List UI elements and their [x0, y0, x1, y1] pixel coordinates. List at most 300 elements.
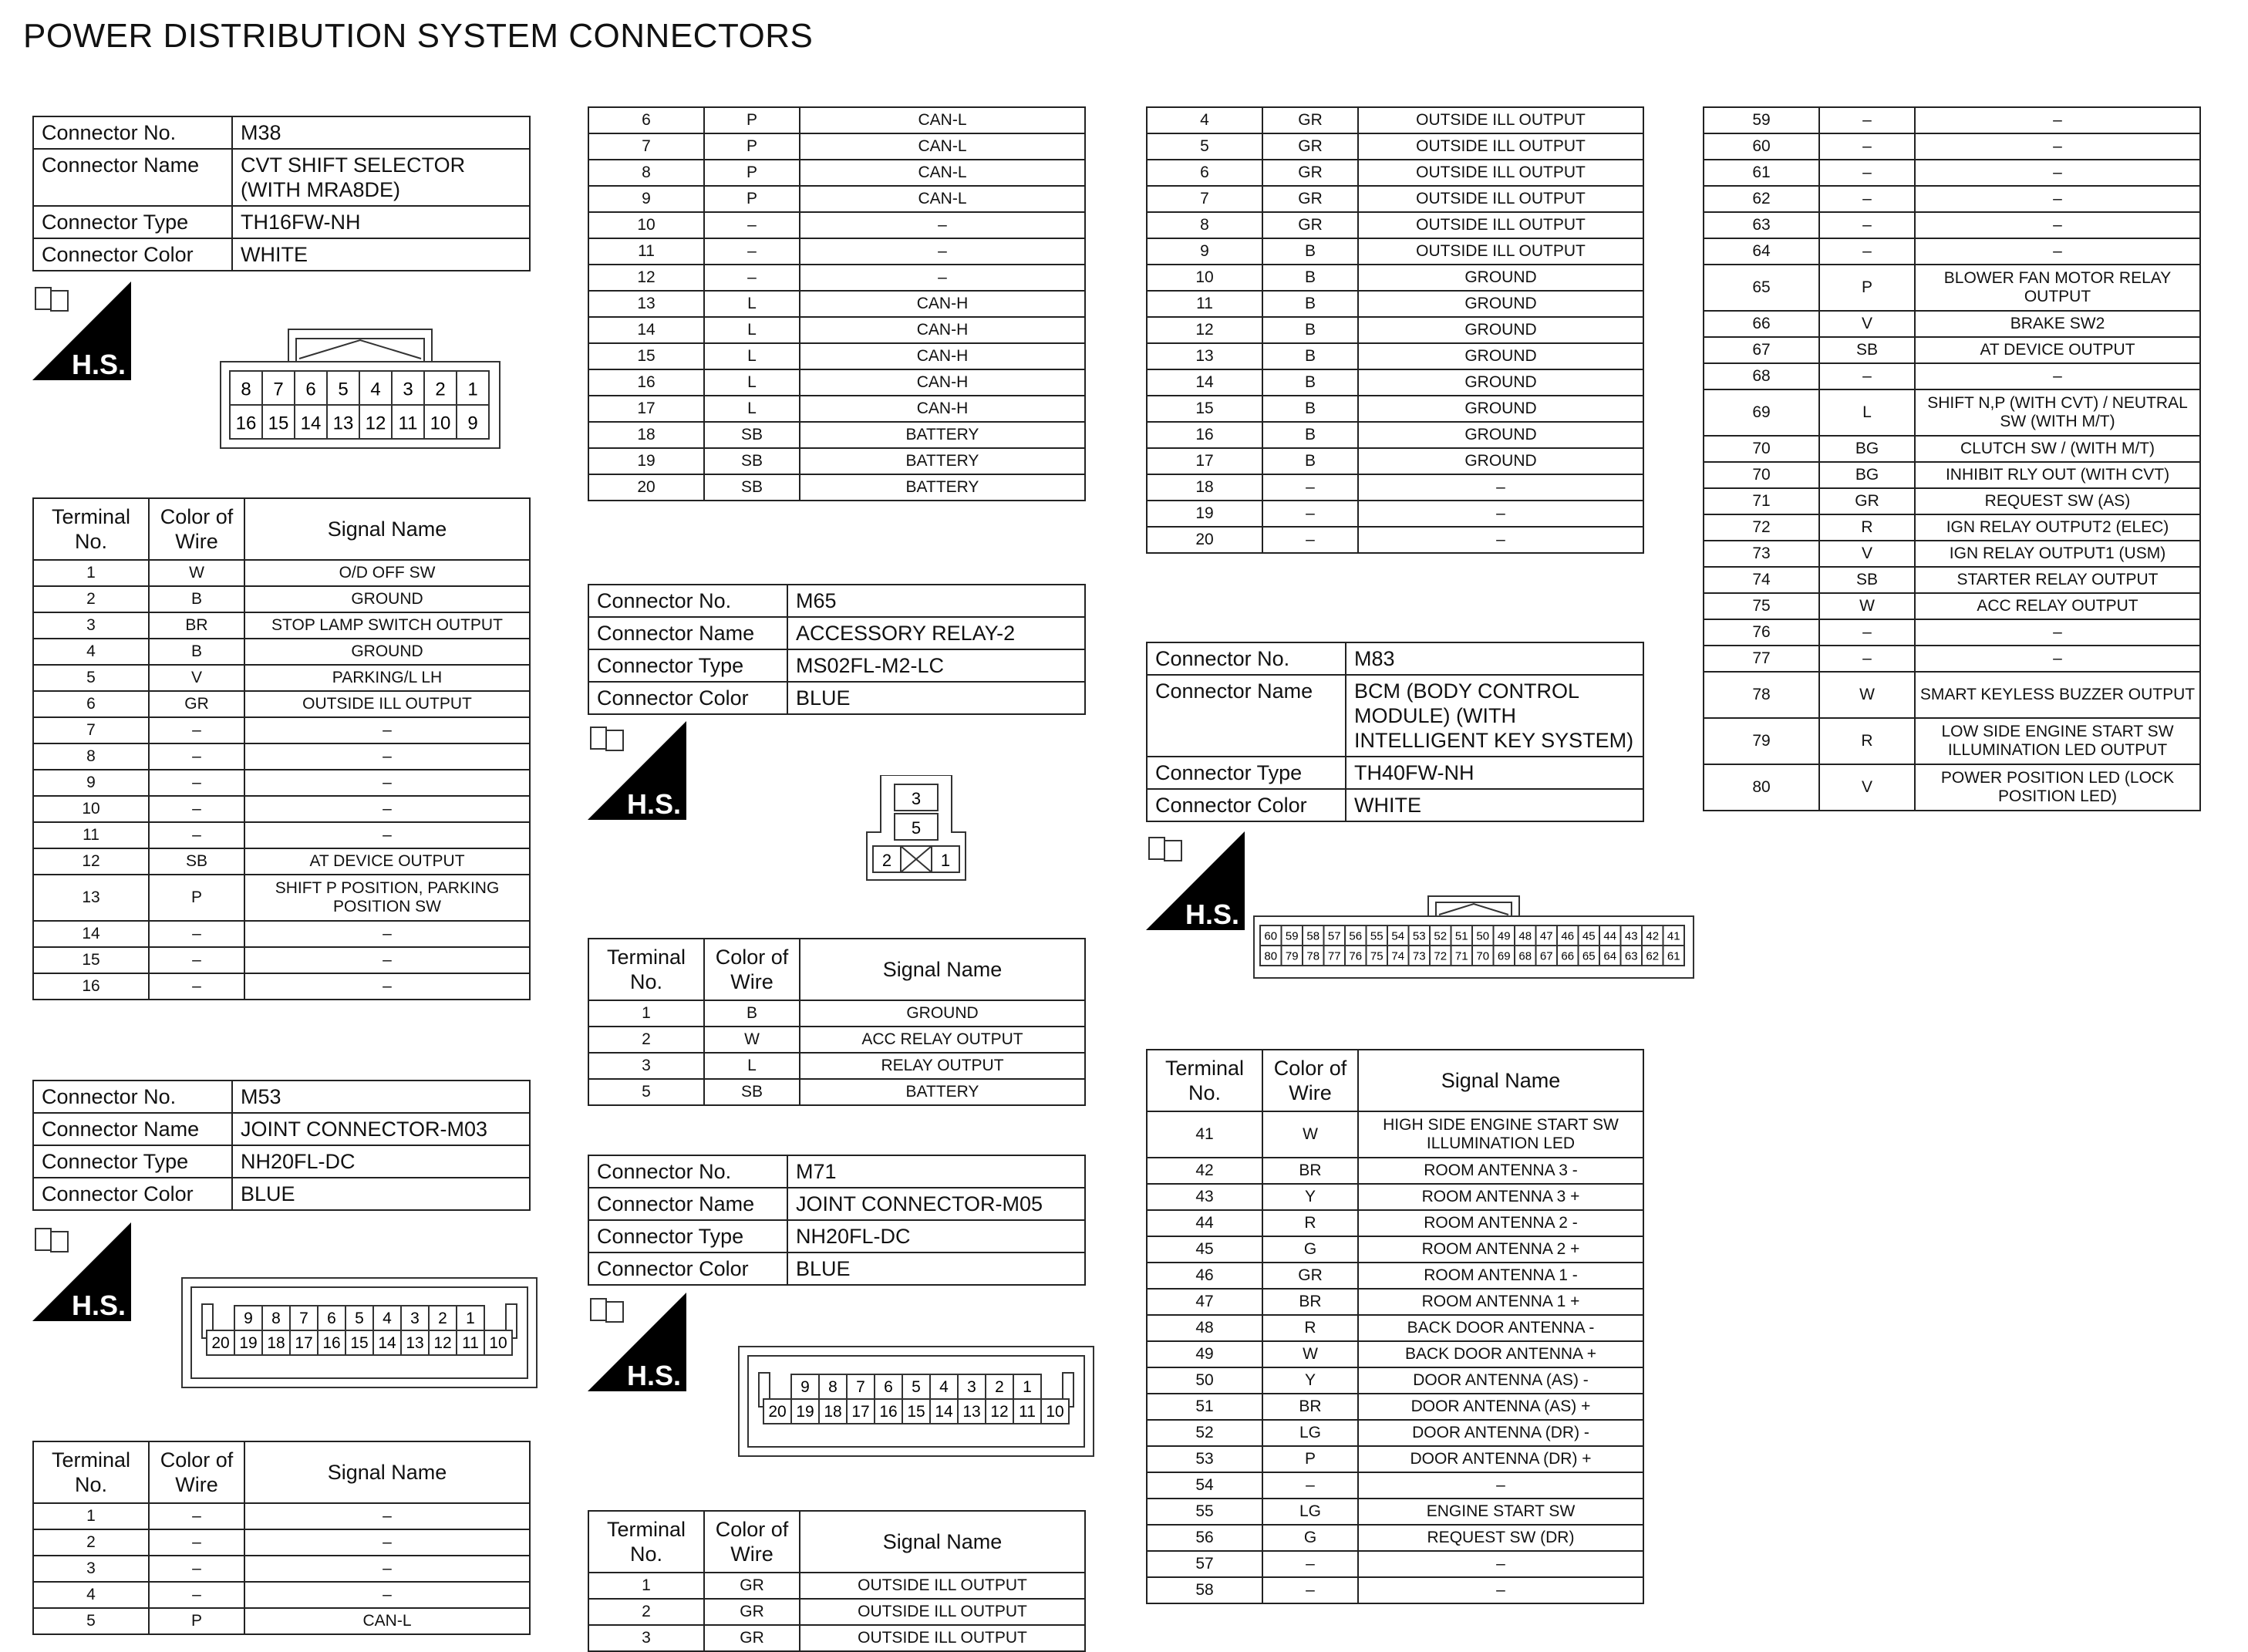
connector-m38-face: [219, 328, 501, 455]
table-row: [1147, 527, 1643, 553]
wire-color: W: [149, 560, 244, 586]
wire-color: W: [1262, 1341, 1358, 1367]
table-row: [588, 1053, 1085, 1079]
table-row: [1704, 462, 2200, 488]
wire-color: L: [704, 317, 800, 343]
signal-name: REQUEST SW (AS): [1915, 488, 2200, 514]
label-connector-no: Connector No.: [588, 1155, 787, 1188]
table-row: [1704, 718, 2200, 764]
connector-color: WHITE: [232, 238, 530, 271]
connector-m83-face: [1252, 895, 1695, 985]
table-row: [1147, 133, 1643, 160]
table-row: [1704, 514, 2200, 541]
terminal-no: 18: [1147, 474, 1262, 501]
signal-name: BACK DOOR ANTENNA -: [1358, 1315, 1643, 1341]
pin-label: 47: [1539, 929, 1553, 943]
terminal-no: 62: [1704, 186, 1819, 212]
label-connector-name: Connector Name: [33, 149, 232, 206]
table-row: [1704, 238, 2200, 265]
signal-name: OUTSIDE ILL OUTPUT: [1358, 238, 1643, 265]
wire-color: –: [1262, 1551, 1358, 1577]
wire-color: –: [149, 796, 244, 822]
table-row: [1147, 369, 1643, 396]
terminal-no: 16: [588, 369, 704, 396]
connector-m83-info: [1146, 642, 1644, 822]
table-row: [1147, 1420, 1643, 1446]
terminal-no: 1: [588, 1000, 704, 1027]
table-row: [1147, 1111, 1643, 1158]
label-connector-no: Connector No.: [1147, 642, 1346, 675]
wire-color: –: [1262, 474, 1358, 501]
wire-color: P: [149, 1608, 244, 1634]
wire-color: –: [149, 1529, 244, 1556]
signal-name: BRAKE SW2: [1915, 311, 2200, 337]
table-row: [33, 947, 530, 973]
signal-name: ACC RELAY OUTPUT: [800, 1027, 1085, 1053]
terminal-no: 7: [588, 133, 704, 160]
hs-label: H.S.: [626, 788, 682, 820]
table-row: [33, 560, 530, 586]
table-row: [1147, 291, 1643, 317]
signal-name: BATTERY: [800, 422, 1085, 448]
table-row: [588, 291, 1085, 317]
table-row: [1704, 389, 2200, 436]
wire-color: P: [704, 107, 800, 133]
signal-name: –: [1915, 619, 2200, 646]
terminal-no: 11: [1147, 291, 1262, 317]
terminal-no: 3: [588, 1625, 704, 1651]
pin-label: 10: [489, 1334, 507, 1353]
terminal-no: 20: [1147, 527, 1262, 553]
pin-label: 55: [1370, 929, 1384, 943]
pin-label: 64: [1603, 949, 1617, 963]
pin-label: 9: [244, 1310, 253, 1328]
signal-name: OUTSIDE ILL OUTPUT: [1358, 212, 1643, 238]
wire-color: GR: [149, 691, 244, 717]
pin-label: 4: [370, 379, 381, 400]
pin-label: 10: [1046, 1403, 1064, 1421]
signal-name: –: [800, 238, 1085, 265]
table-row: [33, 875, 530, 921]
connector-m71-terminals-cont: [1146, 106, 1644, 554]
signal-name: CAN-H: [800, 396, 1085, 422]
pin-label: 41: [1667, 929, 1680, 943]
connector-color: BLUE: [787, 682, 1085, 714]
connector-m53-terminals-cont: [588, 106, 1086, 501]
wire-color: V: [1819, 764, 1915, 811]
wire-color-header: Color of Wire: [1262, 1050, 1358, 1111]
wire-color: B: [1262, 238, 1358, 265]
label-connector-name: Connector Name: [588, 617, 787, 649]
terminal-no: 15: [1147, 396, 1262, 422]
wire-color: SB: [704, 422, 800, 448]
hs-label: H.S.: [1185, 898, 1240, 930]
label-connector-type: Connector Type: [588, 649, 787, 682]
wire-color: –: [704, 265, 800, 291]
terminal-no: 4: [33, 639, 149, 665]
signal-name: ROOM ANTENNA 2 +: [1358, 1236, 1643, 1263]
terminal-no: 45: [1147, 1236, 1262, 1263]
signal-name: OUTSIDE ILL OUTPUT: [1358, 133, 1643, 160]
table-row: [1147, 343, 1643, 369]
terminal-no: 49: [1147, 1341, 1262, 1367]
table-row: [33, 1503, 530, 1529]
table-row: [1704, 436, 2200, 462]
pin-label: 16: [322, 1334, 341, 1353]
connector-no: M65: [787, 585, 1085, 617]
terminal-no: 13: [33, 875, 149, 921]
table-row: [588, 1625, 1085, 1651]
signal-name: GROUND: [1358, 343, 1643, 369]
terminal-no: 19: [588, 448, 704, 474]
table-row: [1704, 133, 2200, 160]
signal-name: AT DEVICE OUTPUT: [1915, 337, 2200, 363]
terminal-no: 14: [1147, 369, 1262, 396]
signal-name: –: [800, 212, 1085, 238]
signal-name: PARKING/L LH: [244, 665, 530, 691]
terminal-no: 13: [588, 291, 704, 317]
wire-color: GR: [704, 1625, 800, 1651]
pin-label: 45: [1582, 929, 1596, 943]
pin-label: 44: [1603, 929, 1617, 943]
table-row: [588, 212, 1085, 238]
signal-name: CAN-L: [800, 160, 1085, 186]
connector-name: CVT SHIFT SELECTOR (WITH MRA8DE): [232, 149, 530, 206]
table-row: [33, 848, 530, 875]
connector-m71-info: [588, 1155, 1086, 1286]
label-connector-color: Connector Color: [588, 682, 787, 714]
signal-name: CLUTCH SW / (WITH M/T): [1915, 436, 2200, 462]
pin-label: 7: [299, 1310, 308, 1328]
pin-label: 9: [467, 413, 478, 434]
wire-color: BR: [1262, 1289, 1358, 1315]
signal-name: GROUND: [244, 639, 530, 665]
signal-name: OUTSIDE ILL OUTPUT: [1358, 160, 1643, 186]
wire-color: –: [1262, 527, 1358, 553]
table-row: [33, 921, 530, 947]
signal-name: SHIFT N,P (WITH CVT) / NEUTRAL SW (WITH M/T): [1915, 389, 2200, 436]
signal-name: OUTSIDE ILL OUTPUT: [800, 1573, 1085, 1599]
pin-label: 52: [1434, 929, 1448, 943]
table-row: [33, 665, 530, 691]
terminal-no: 79: [1704, 718, 1819, 764]
wire-color: GR: [704, 1599, 800, 1625]
signal-name: –: [244, 947, 530, 973]
pin-label: 4: [383, 1310, 392, 1328]
wire-color: L: [704, 1053, 800, 1079]
wire-color: –: [1819, 133, 1915, 160]
connector-color: WHITE: [1346, 789, 1643, 821]
pin-label: 6: [327, 1310, 336, 1328]
wire-color: R: [1262, 1315, 1358, 1341]
terminal-no: 3: [588, 1053, 704, 1079]
connector-m83-terminals: [1146, 1049, 1644, 1604]
pin-label: 12: [433, 1334, 452, 1353]
wire-color: –: [149, 921, 244, 947]
wire-color: GR: [1262, 212, 1358, 238]
table-row: [33, 612, 530, 639]
pin-label: 13: [332, 413, 354, 434]
terminal-no: 1: [33, 560, 149, 586]
connector-no: M53: [232, 1081, 530, 1113]
terminal-no: 10: [588, 212, 704, 238]
pin-label: 57: [1327, 929, 1341, 943]
table-row: [1147, 1446, 1643, 1472]
table-row: [33, 639, 530, 665]
pin-label: 13: [406, 1334, 424, 1353]
signal-name: CAN-H: [800, 291, 1085, 317]
pin-label: 15: [350, 1334, 369, 1353]
signal-name: CAN-L: [800, 186, 1085, 212]
pin-label: 80: [1264, 949, 1278, 963]
signal-name: ROOM ANTENNA 2 -: [1358, 1210, 1643, 1236]
wire-color: –: [1819, 160, 1915, 186]
pin-label: 12: [990, 1403, 1009, 1421]
signal-name: DOOR ANTENNA (AS) +: [1358, 1394, 1643, 1420]
connector-m71-terminals: [588, 1510, 1086, 1652]
wire-color: SB: [149, 848, 244, 875]
pin-label: 73: [1412, 949, 1426, 963]
table-row: [588, 1573, 1085, 1599]
signal-name: –: [1358, 1551, 1643, 1577]
signal-name: DOOR ANTENNA (DR) -: [1358, 1420, 1643, 1446]
table-row: [1704, 265, 2200, 311]
terminal-no: 41: [1147, 1111, 1262, 1158]
pin-label: 17: [851, 1403, 870, 1421]
wire-color: L: [704, 291, 800, 317]
table-row: [1147, 1367, 1643, 1394]
table-row: [1147, 1499, 1643, 1525]
signal-name: CAN-L: [800, 107, 1085, 133]
pin-label: 6: [305, 379, 316, 400]
connector-type: TH40FW-NH: [1346, 757, 1643, 789]
table-row: [33, 1608, 530, 1634]
table-row: [1147, 1472, 1643, 1499]
signal-name: –: [244, 973, 530, 1000]
table-row: [1147, 396, 1643, 422]
table-row: [1704, 619, 2200, 646]
signal-name: –: [800, 265, 1085, 291]
signal-name: –: [1358, 1472, 1643, 1499]
terminal-no: 68: [1704, 363, 1819, 389]
wire-color: –: [149, 1582, 244, 1608]
signal-name: GROUND: [1358, 448, 1643, 474]
page-title: POWER DISTRIBUTION SYSTEM CONNECTORS: [23, 17, 814, 55]
terminal-no: 16: [33, 973, 149, 1000]
signal-name: –: [244, 1503, 530, 1529]
connector-m53-terminals: [32, 1441, 531, 1635]
connector-type: NH20FL-DC: [232, 1145, 530, 1178]
wire-color: BR: [149, 612, 244, 639]
terminal-no: 77: [1704, 646, 1819, 672]
signal-name: ENGINE START SW: [1358, 1499, 1643, 1525]
signal-name: GROUND: [1358, 396, 1643, 422]
wire-color: GR: [1262, 1263, 1358, 1289]
signal-name: ROOM ANTENNA 3 -: [1358, 1158, 1643, 1184]
terminal-no: 14: [33, 921, 149, 947]
pin-label: 19: [796, 1403, 814, 1421]
table-row: [1147, 1394, 1643, 1420]
terminal-no: 69: [1704, 389, 1819, 436]
terminal-no: 9: [33, 770, 149, 796]
table-row: [33, 822, 530, 848]
connector-m38-info: [32, 116, 531, 271]
table-row: [588, 160, 1085, 186]
table-row: [1147, 1577, 1643, 1603]
pin-label: 18: [267, 1334, 285, 1353]
pin-label: 60: [1264, 929, 1278, 943]
signal-name: IGN RELAY OUTPUT1 (USM): [1915, 541, 2200, 567]
terminal-no: 2: [588, 1027, 704, 1053]
connector-no: M38: [232, 116, 530, 149]
wire-color: –: [149, 1556, 244, 1582]
signal-name-header: Signal Name: [244, 1441, 530, 1503]
wire-color: GR: [1262, 160, 1358, 186]
pin-label: 8: [241, 379, 251, 400]
terminal-no: 51: [1147, 1394, 1262, 1420]
signal-name: RELAY OUTPUT: [800, 1053, 1085, 1079]
pin-label: 71: [1454, 949, 1468, 963]
pin-label: 62: [1646, 949, 1660, 963]
wire-color: SB: [704, 474, 800, 501]
terminal-no: 47: [1147, 1289, 1262, 1315]
wire-color: B: [1262, 265, 1358, 291]
terminal-no: 11: [588, 238, 704, 265]
wire-color: W: [1262, 1111, 1358, 1158]
table-row: [588, 343, 1085, 369]
terminal-no: 76: [1704, 619, 1819, 646]
table-row: [1704, 363, 2200, 389]
pin-label: 75: [1370, 949, 1384, 963]
table-row: [1704, 541, 2200, 567]
terminal-no: 4: [1147, 107, 1262, 133]
terminal-no: 65: [1704, 265, 1819, 311]
terminal-no: 5: [588, 1079, 704, 1105]
signal-name: CAN-H: [800, 369, 1085, 396]
wire-color: –: [149, 717, 244, 743]
signal-name: –: [244, 921, 530, 947]
terminal-no: 46: [1147, 1263, 1262, 1289]
wire-color: LG: [1262, 1420, 1358, 1446]
wire-color: B: [1262, 396, 1358, 422]
connector-m38-terminals: [32, 497, 531, 1000]
wire-color: B: [1262, 422, 1358, 448]
signal-name: –: [1358, 474, 1643, 501]
table-row: [33, 1582, 530, 1608]
terminal-no: 10: [33, 796, 149, 822]
wire-color: V: [1819, 311, 1915, 337]
pin-label: 50: [1476, 929, 1490, 943]
signal-name: SMART KEYLESS BUZZER OUTPUT: [1915, 672, 2200, 718]
signal-name: –: [1915, 212, 2200, 238]
signal-name: ROOM ANTENNA 1 -: [1358, 1263, 1643, 1289]
pin-label: 5: [912, 1378, 921, 1397]
wire-color: B: [1262, 291, 1358, 317]
pin-label: 11: [1019, 1403, 1036, 1421]
signal-name: INHIBIT RLY OUT (WITH CVT): [1915, 462, 2200, 488]
terminal-no: 17: [1147, 448, 1262, 474]
signal-name: –: [1915, 107, 2200, 133]
terminal-no: 64: [1704, 238, 1819, 265]
signal-name: STARTER RELAY OUTPUT: [1915, 567, 2200, 593]
label-connector-no: Connector No.: [588, 585, 787, 617]
terminal-no: 57: [1147, 1551, 1262, 1577]
label-connector-type: Connector Type: [1147, 757, 1346, 789]
pin-label: 11: [462, 1334, 479, 1353]
table-row: [1147, 317, 1643, 343]
table-row: [1704, 672, 2200, 718]
terminal-no: 43: [1147, 1184, 1262, 1210]
terminal-no: 50: [1147, 1367, 1262, 1394]
label-connector-color: Connector Color: [33, 238, 232, 271]
terminal-no: 2: [33, 1529, 149, 1556]
terminal-no: 16: [1147, 422, 1262, 448]
table-row: [1704, 311, 2200, 337]
table-row: [588, 1079, 1085, 1105]
connector-name: JOINT CONNECTOR-M05: [787, 1188, 1085, 1220]
pin-label: 54: [1391, 929, 1405, 943]
terminal-no: 2: [33, 586, 149, 612]
wire-color: BR: [1262, 1158, 1358, 1184]
pin-label: 2: [435, 379, 446, 400]
pin-label: 65: [1582, 949, 1596, 963]
signal-name: GROUND: [1358, 291, 1643, 317]
terminal-no: 72: [1704, 514, 1819, 541]
signal-name: IGN RELAY OUTPUT2 (ELEC): [1915, 514, 2200, 541]
table-row: [1147, 501, 1643, 527]
signal-name: GROUND: [800, 1000, 1085, 1027]
hs-icon: [32, 282, 131, 380]
table-row: [1704, 160, 2200, 186]
signal-name: CAN-H: [800, 317, 1085, 343]
pin-label: 63: [1624, 949, 1638, 963]
terminal-no: 48: [1147, 1315, 1262, 1341]
pin-label: 2: [438, 1310, 447, 1328]
signal-name: –: [1358, 1577, 1643, 1603]
table-row: [1147, 107, 1643, 133]
terminal-no: 56: [1147, 1525, 1262, 1551]
label-connector-color: Connector Color: [33, 1178, 232, 1210]
pin-label: 3: [410, 1310, 420, 1328]
connector-m71-face: [737, 1345, 1095, 1462]
terminal-no: 67: [1704, 337, 1819, 363]
wire-color: –: [1819, 363, 1915, 389]
terminal-no: 70: [1704, 462, 1819, 488]
terminal-no: 3: [33, 612, 149, 639]
table-row: [1704, 567, 2200, 593]
signal-name: –: [244, 1529, 530, 1556]
table-row: [1704, 646, 2200, 672]
wire-color: –: [149, 973, 244, 1000]
pin-label: 78: [1306, 949, 1320, 963]
wire-color: B: [1262, 343, 1358, 369]
table-row: [1704, 186, 2200, 212]
wire-color: GR: [1262, 186, 1358, 212]
table-row: [1147, 265, 1643, 291]
table-row: [1704, 107, 2200, 133]
signal-name: BATTERY: [800, 448, 1085, 474]
table-row: [588, 396, 1085, 422]
label-connector-type: Connector Type: [588, 1220, 787, 1252]
table-row: [1147, 448, 1643, 474]
pin-label: 1: [466, 1310, 475, 1328]
pin-label: 61: [1667, 949, 1680, 963]
connector-m83-terminals-cont: [1703, 106, 2201, 811]
signal-name: CAN-H: [800, 343, 1085, 369]
label-connector-color: Connector Color: [588, 1252, 787, 1285]
pin-label: 68: [1518, 949, 1532, 963]
wire-color: P: [1262, 1446, 1358, 1472]
